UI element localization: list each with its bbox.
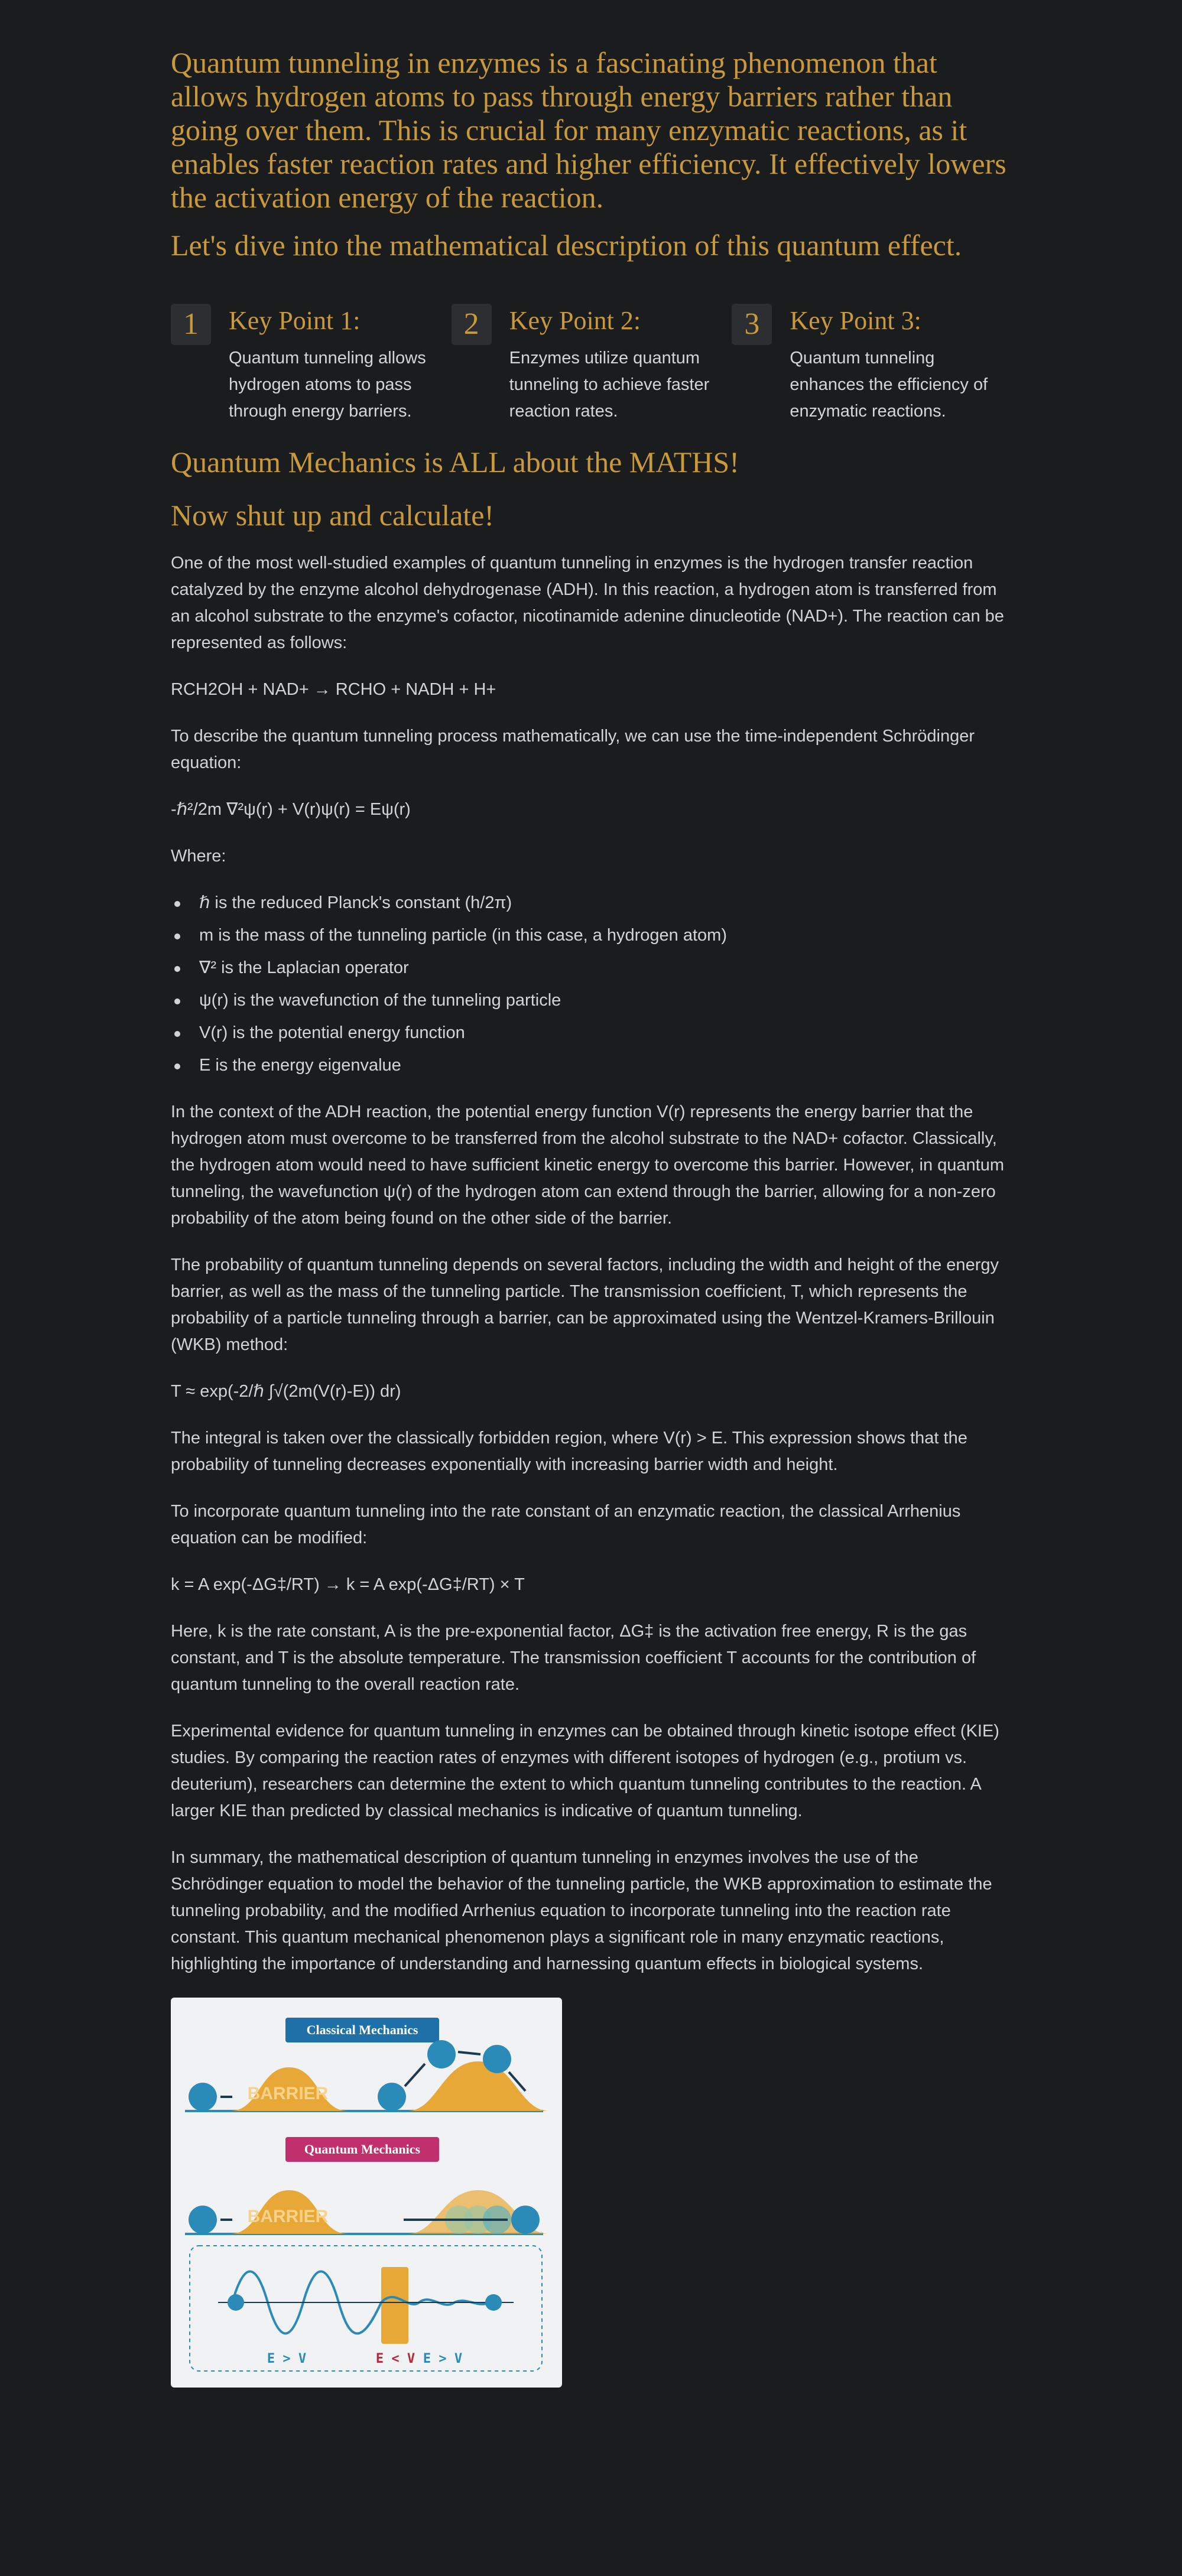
article-body xyxy=(171,550,1012,1977)
paragraph-adh-context: In the context of the ADH reaction, the potential energy function V(r) represents the energy barrier that the hydrogen atom must overcome to be transferred from the alcohol substrate to the NAD+ cofactor. Classically, the hydrogen atom would need to have sufficient kinetic energy to overcome this barrier. However, in quantum tunneling, the wavefunction ψ(r) of the hydrogen atom can extend through the barrier, allowing for a non-zero probability of the atom being found on the other side of the barrier. xyxy=(171,1102,1004,1228)
list-item: E is the energy eigenvalue xyxy=(171,1052,1012,1079)
e-gt-v-label: E > V xyxy=(423,2351,463,2366)
key-point-text: Quantum tunneling enhances the efficiency of enzymatic reactions. xyxy=(790,349,988,421)
paragraph-adh: One of the most well-studied examples of quantum tunneling in enzymes is the hydrogen transfer reaction catalyzed by the enzyme alcohol dehydrogenase (ADH). In this reaction, a hydrogen atom is transferred from an alcohol substrate to the enzyme's cofactor, nicotinamide adenine dinucleotide (NAD+). The reaction can be represented as follows: xyxy=(171,554,1004,652)
equation-reaction: RCH2OH + NAD+ → RCHO + NADH + H+ xyxy=(171,680,496,699)
paragraph-integral: The integral is taken over the classically forbidden region, where V(r) > E. This expression shows that the probability of tunneling decreases exponentially with increasing barrier width and height. xyxy=(171,1429,967,1474)
key-point-3 xyxy=(732,304,1012,425)
page-content xyxy=(171,46,1012,2388)
lead-heading: Let's dive into the mathematical description of this quantum effect. xyxy=(171,229,962,262)
section-heading-calculate: Now shut up and calculate! xyxy=(171,499,495,532)
key-point-title: Key Point 1: xyxy=(229,306,361,335)
list-item: V(r) is the potential energy function xyxy=(171,1020,1012,1046)
particle xyxy=(228,2294,244,2311)
e-gt-v-label: E > V xyxy=(267,2351,307,2366)
equation-arrhenius: k = A exp(-ΔG‡/RT) → k = A exp(-ΔG‡/RT) × T xyxy=(171,1575,525,1594)
key-point-number: 1 xyxy=(171,304,211,345)
key-point-title: Key Point 2: xyxy=(509,306,641,335)
particle xyxy=(378,2083,406,2111)
tunneling-illustration xyxy=(171,1998,562,2388)
tunneling-diagram xyxy=(171,1998,562,2388)
classical-label: Classical Mechanics xyxy=(306,2022,418,2037)
key-point-number: 2 xyxy=(452,304,492,345)
intro-heading: Quantum tunneling in enzymes is a fascinating phenomenon that allows hydrogen atoms to pass through energy barriers rather than going over them. This is crucial for many enzymatic reactions, as it enables faster reaction rates and higher efficiency. It effectively lowers the activation energy of the reaction. xyxy=(171,46,1006,214)
list-item: ℏ is the reduced Planck's constant (h/2π) xyxy=(171,890,1012,916)
particle xyxy=(483,2045,511,2073)
paragraph-schrodinger: To describe the quantum tunneling process mathematically, we can use the time-independent Schrödinger equation: xyxy=(171,727,975,772)
arrow xyxy=(405,2064,425,2086)
key-point-1 xyxy=(171,304,452,425)
barrier-label: BARRIER xyxy=(247,2084,329,2103)
key-point-text: Quantum tunneling allows hydrogen atoms to pass through energy barriers. xyxy=(229,349,426,421)
equation-wkb: T ≈ exp(-2/ℏ ∫√(2m(V(r)-E)) dr) xyxy=(171,1382,401,1401)
key-point-text: Enzymes utilize quantum tunneling to achieve faster reaction rates. xyxy=(509,349,710,421)
particle xyxy=(511,2206,540,2234)
particle xyxy=(189,2206,217,2234)
where-list xyxy=(171,890,1012,1079)
key-points xyxy=(171,304,1012,425)
section-heading-maths: Quantum Mechanics is ALL about the MATHS! xyxy=(171,445,739,479)
key-point-2 xyxy=(452,304,732,425)
list-item: ∇² is the Laplacian operator xyxy=(171,955,1012,981)
barrier-label: BARRIER xyxy=(247,2207,329,2226)
barrier-shape xyxy=(407,2061,549,2111)
arrow xyxy=(458,2052,480,2054)
paragraph-kie: Experimental evidence for quantum tunneling in enzymes can be obtained through kinetic isotope effect (KIE) studies. By comparing the reaction rates of enzymes with different isotopes of hydrogen (e.g., protium vs. deuterium), researchers can determine the extent to which quantum tunneling contributes to the reaction. A larger KIE than predicted by classical mechanics is indicative of quantum tunneling. xyxy=(171,1722,999,1820)
barrier-bar xyxy=(381,2267,408,2344)
particle xyxy=(427,2040,456,2068)
list-item: m is the mass of the tunneling particle (in this case, a hydrogen atom) xyxy=(171,922,1012,949)
where-label: Where: xyxy=(171,847,226,866)
equation-schrodinger: -ℏ²/2m ∇²ψ(r) + V(r)ψ(r) = Eψ(r) xyxy=(171,800,411,819)
key-point-number: 3 xyxy=(732,304,772,345)
particle xyxy=(189,2083,217,2111)
key-point-title: Key Point 3: xyxy=(790,306,921,335)
paragraph-probability: The probability of quantum tunneling depends on several factors, including the width and height of the energy barrier, as well as the mass of the tunneling particle. The transmission coefficient, T, which represents the probability of a particle tunneling through a barrier, can be approximated using the Wentzel-Kramers-Brillouin (WKB) method: xyxy=(171,1256,999,1354)
list-item: ψ(r) is the wavefunction of the tunneling particle xyxy=(171,987,1012,1014)
particle xyxy=(485,2294,502,2311)
paragraph-rate-constant: Here, k is the rate constant, A is the pre-exponential factor, ΔG‡ is the activation free energy, R is the gas constant, and T is the absolute temperature. The transmission coefficient T accounts for the contribution of quantum tunneling to the overall reaction rate. xyxy=(171,1622,976,1694)
paragraph-arrhenius: To incorporate quantum tunneling into the rate constant of an enzymatic reaction, the classical Arrhenius equation can be modified: xyxy=(171,1502,961,1547)
paragraph-summary: In summary, the mathematical description of quantum tunneling in enzymes involves the use of the Schrödinger equation to model the behavior of the tunneling particle, the WKB approximation to estimate the tunneling probability, and the modified Arrhenius equation to incorporate tunneling into the reaction rate constant. This quantum mechanical phenomenon plays a significant role in many enzymatic reactions, highlighting the importance of understanding and harnessing quantum effects in biological systems. xyxy=(171,1848,992,1973)
e-lt-v-label: E < V xyxy=(375,2351,415,2366)
quantum-label: Quantum Mechanics xyxy=(304,2142,421,2157)
